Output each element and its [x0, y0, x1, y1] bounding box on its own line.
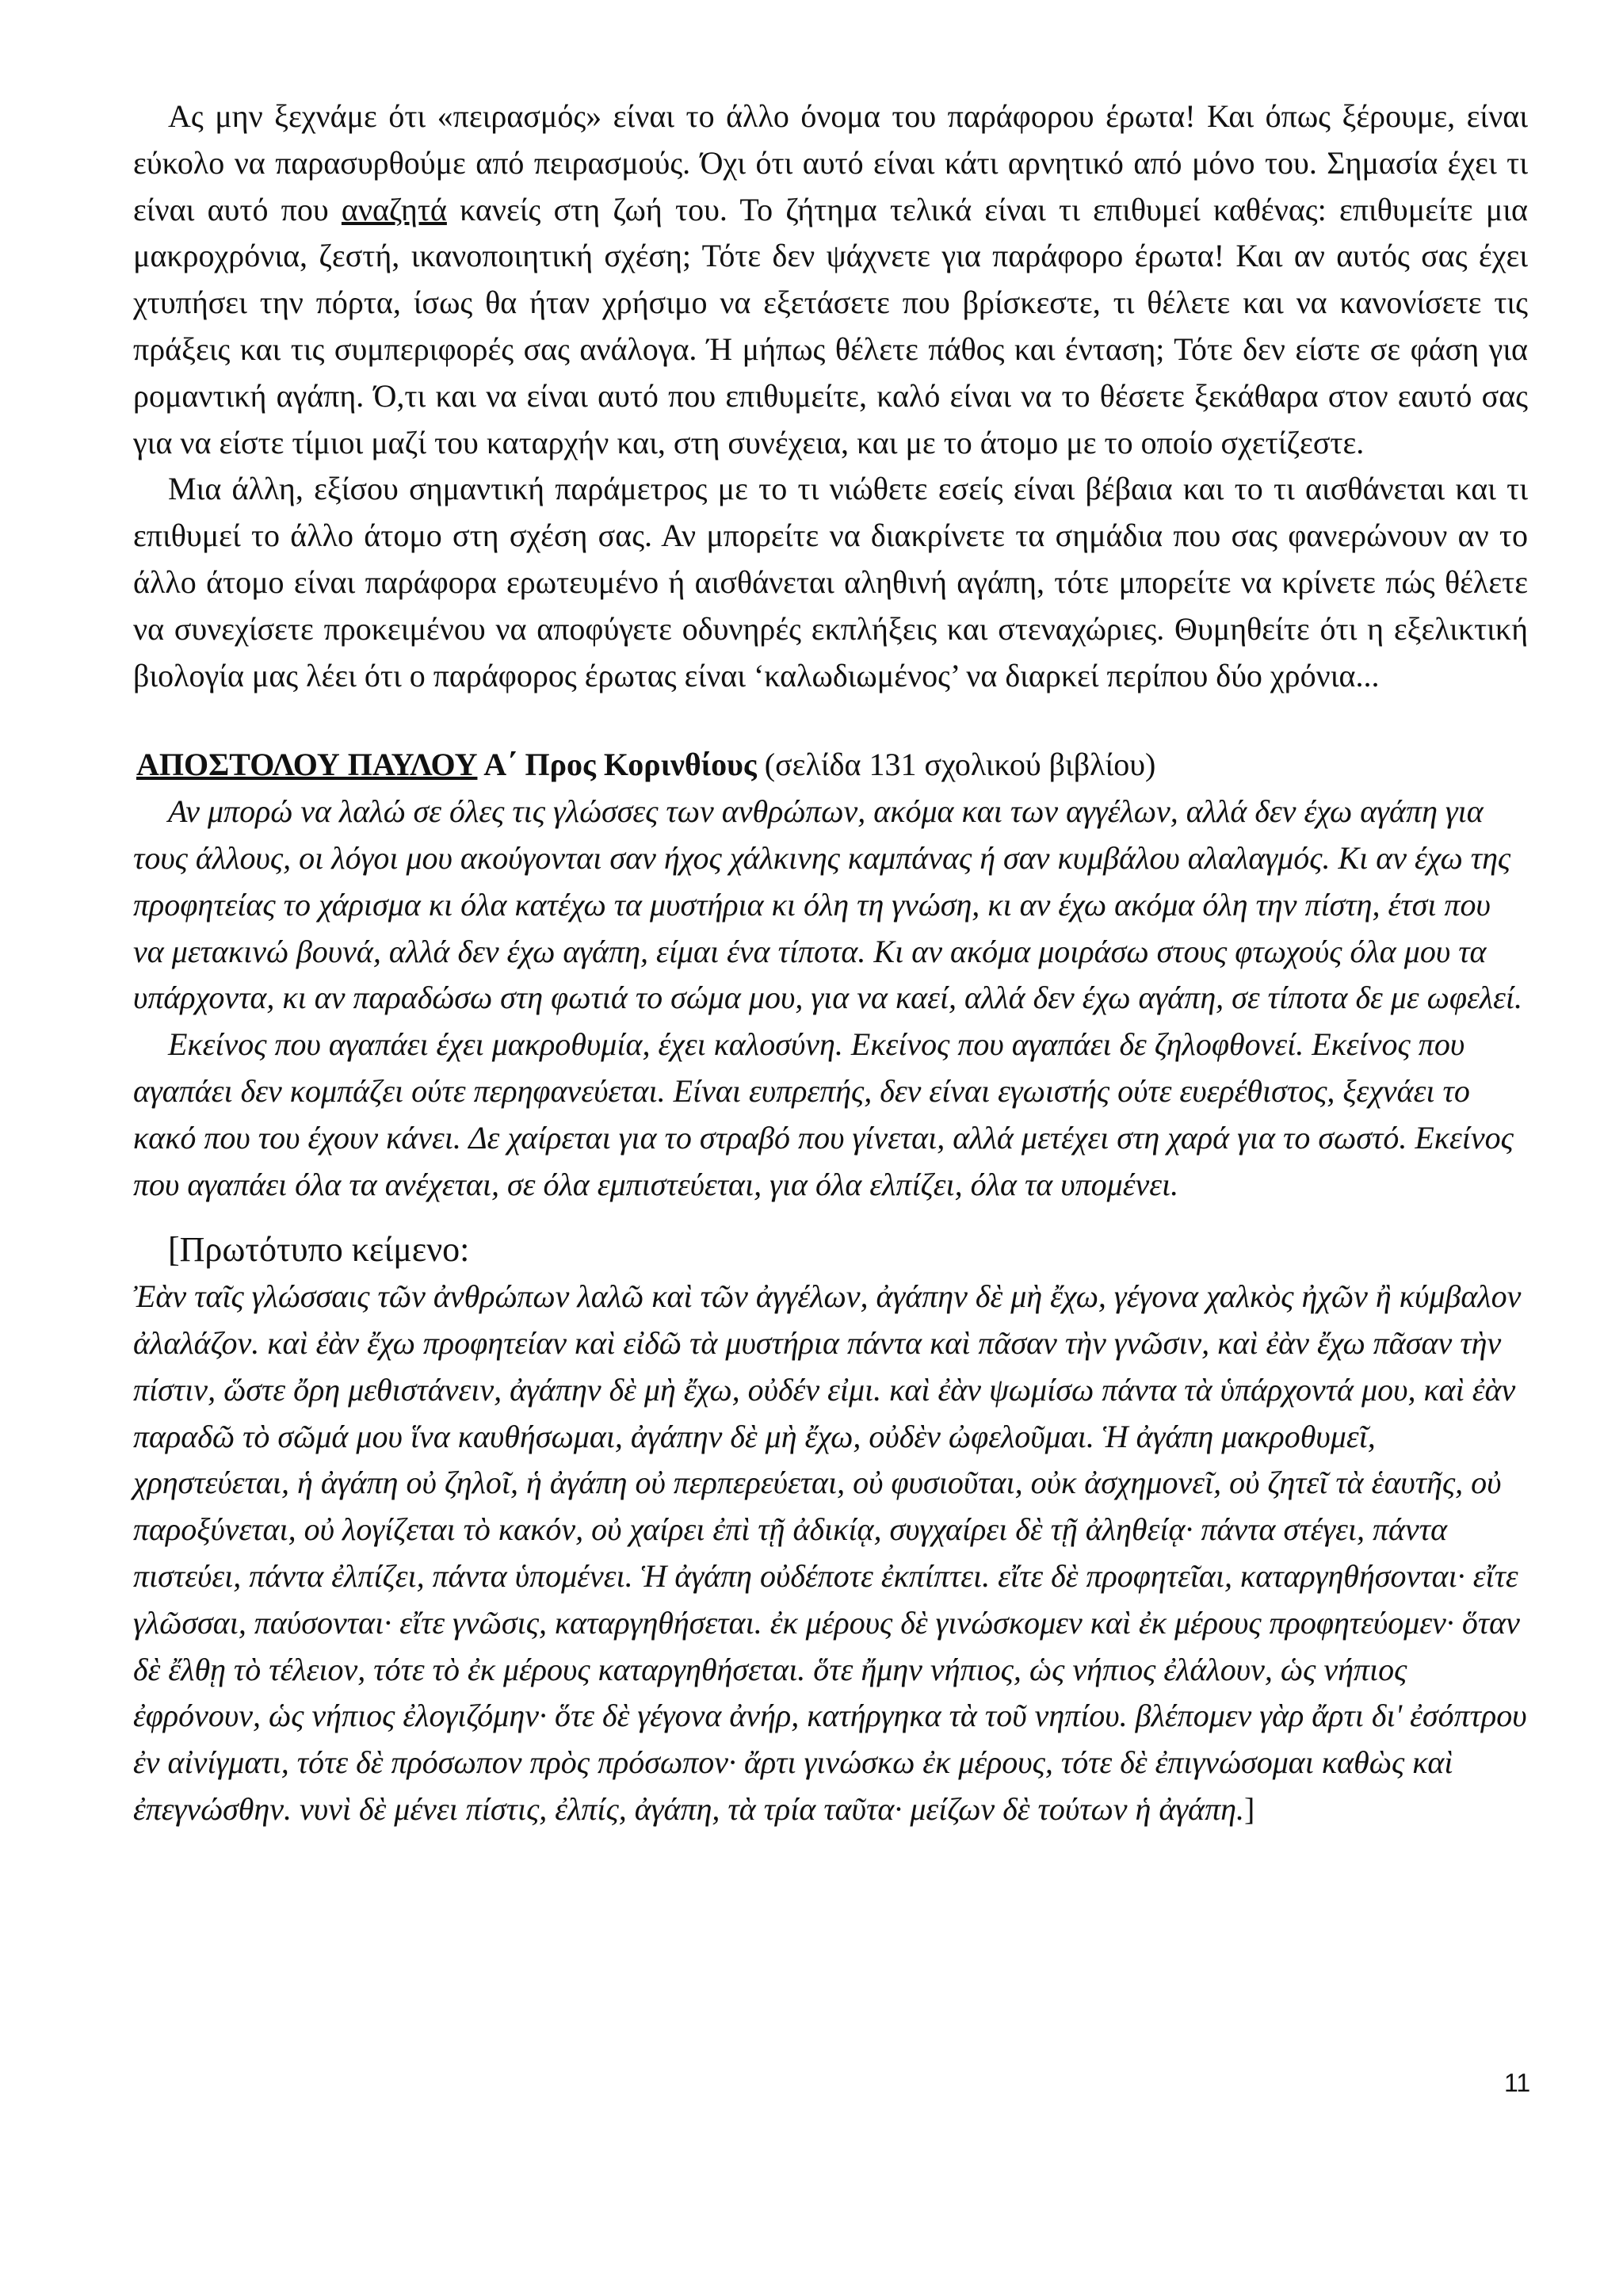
page-number: 11	[1504, 2069, 1531, 2097]
original-text-body	[133, 1274, 1528, 1833]
original-text-label: [Πρωτότυπο κείμενο:	[168, 1230, 470, 1270]
verse-paragraph-2: Εκείνος που αγαπάει έχει μακροθυμία, έχει καλοσύνη. Εκείνος που αγαπάει δε ζηλοφθονεί. Εκείνος που αγαπάει δεν κομπάζει ούτε περηφανεύεται. Είναι ευπρεπής, δεν είναι εγωιστής ούτε ευερέθιστος, ξεχνάει το κακό που του έχουν κάνει. Δε χαίρεται για το στραβό που γίνεται, αλλά μετέχει στη χαρά για το σωστό. Εκείνος που αγαπάει όλα τα ανέχεται, σε όλα εμπιστεύεται, για όλα ελπίζει, όλα τα υπομένει.	[133, 1026, 1514, 1202]
original-text-content: Ἐὰν ταῖς γλώσσαις τῶν ἀνθρώπων λαλῶ καὶ τῶν ἀγγέλων, ἀγάπην δὲ μὴ ἔχω, γέγονα χαλκὸς ἠχῶν ἢ κύμβαλον ἀλαλάζον. καὶ ἐὰν ἔχω προφητείαν καὶ εἰδῶ τὰ μυστήρια πάντα καὶ πᾶσαν τὴν γνῶσιν, καὶ ἐὰν ἔχω πᾶσαν τὴν πίστιν, ὥστε ὄρη μεθιστάνειν, ἀγάπην δὲ μὴ ἔχω, οὐδέν εἰμι. καὶ ἐὰν ψωμίσω πάντα τὰ ὑπάρχοντά μου, καὶ ἐὰν παραδῶ τὸ σῶμά μου ἵνα καυθήσωμαι, ἀγάπην δὲ μὴ ἔχω, οὐδὲν ὠφελοῦμαι. Ἡ ἀγάπη μακροθυμεῖ, χρηστεύεται, ἡ ἀγάπη οὐ ζηλοῖ, ἡ ἀγάπη οὐ περπερεύεται, οὐ φυσιοῦται, οὐκ ἀσχημονεῖ, οὐ ζητεῖ τὰ ἑαυτῆς, οὐ παροξύνεται, οὐ λογίζεται τὸ κακόν, οὐ χαίρει ἐπὶ τῇ ἀδικίᾳ, συγχαίρει δὲ τῇ ἀληθείᾳ· πάντα στέγει, πάντα πιστεύει, πάντα ἐλπίζει, πάντα ὑπομένει. Ἡ ἀγάπη οὐδέποτε ἐκπίπτει. εἴτε δὲ προφητεῖαι, καταργηθήσονται· εἴτε γλῶσσαι, παύσονται· εἴτε γνῶσις, καταργηθήσεται. ἐκ μέρους δὲ γινώσκομεν καὶ ἐκ μέρους προφητεύομεν· ὅταν δὲ ἔλθῃ τὸ τέλειον, τότε τὸ ἐκ μέρους καταργηθήσεται. ὅτε ἤμην νήπιος, ὡς νήπιος ἐλάλουν, ὡς νήπιος ἐφρόνουν, ὡς νήπιος ἐλογιζόμην· ὅτε δὲ γέγονα ἀνήρ, κατήργηκα τὰ τοῦ νηπίου. βλέπομεν γὰρ ἄρτι δι' ἐσόπτρου ἐν αἰνίγματι, τότε δὲ πρόσωπον πρὸς πρόσωπον· ἄρτι γινώσκω ἐκ μέρους, τότε δὲ ἐπιγνώσομαι καθὼς καὶ ἐπεγνώσθην. νυνὶ δὲ μένει πίστις, ἐλπίς, ἀγάπη, τὰ τρία ταῦτα· μείζων δὲ τούτων ἡ ἀγάπη.	[133, 1278, 1527, 1827]
heading-title: Α΄ Προς Κορινθίους	[477, 747, 757, 783]
verse-paragraph-1: Αν μπορώ να λαλώ σε όλες τις γλώσσες των ανθρώπων, ακόμα και των αγγέλων, αλλά δεν έχω αγάπη για τους άλλους, οι λόγοι μου ακούγονται σαν ήχος χάλκινης καμπάνας ή σαν κυμβάλου αλαλαγμός. Κι αν έχω της προφητείας το χάρισμα κι όλα κατέχω τα μυστήρια κι όλη τη γνώση, κι αν έχω ακόμα όλη την πίστη, έτσι που να μετακινώ βουνά, αλλά δεν έχω αγάπη, είμαι ένα τίποτα. Κι αν ακόμα μοιράσω στους φτωχούς όλα μου τα υπάρχοντα, κι αν παραδώσω στη φωτιά το σώμα μου, για να καεί, αλλά δεν έχω αγάπη, σε τίποτα δε με ωφελεί.	[133, 793, 1522, 1016]
intro-paragraph-1-text-a: Ας μην ξεχνάμε ότι «πειρασμός» είναι το άλλο όνομα του παράφορου έρωτα! Και όπως ξέρουμε, είναι εύκολο να παρασυρθούμε από πειρασμούς. Όχι ότι αυτό είναι κάτι αρνητικό από μόνο του. Σημασία έχει τι είναι αυτό που	[133, 98, 1528, 227]
intro-paragraph-1-text-b: κανείς στη ζωή του. Το ζήτημα τελικά είναι τι επιθυμεί καθένας: επιθυμείτε μια μακροχρόνια, ζεστή, ικανοποιητική σχέση; Τότε δεν ψάχνετε για παράφορο έρωτα! Και αν αυτός σας έχει χτυπήσει την πόρτα, ίσως θα ήταν χρήσιμο να εξετάσετε που βρίσκεστε, τι θέλετε και να κανονίσετε τις πράξεις και τις συμπεριφορές σας ανάλογα. Ή μήπως θέλετε πάθος και ένταση; Τότε δεν είστε σε φάση για ρομαντική αγάπη. Ό,τι και να είναι αυτό που επιθυμείτε, καλό είναι να το θέσετε ξεκάθαρα στον εαυτό σας για να είστε τίμιοι μαζί του καταρχήν και, στη συνέχεια, και με το άτομο με το οποίο σχετίζεστε.	[133, 191, 1528, 460]
heading-note: (σελίδα 131 σχολικού βιβλίου)	[756, 747, 1156, 783]
original-text-closing-bracket: ]	[1244, 1790, 1255, 1827]
underlined-word: αναζητά	[341, 191, 447, 227]
heading-author: ΑΠΟΣΤΟΛΟΥ ΠΑΥΛΟΥ	[136, 747, 478, 783]
intro-paragraph-1	[133, 94, 1528, 466]
intro-paragraph-2: Μια άλλη, εξίσου σημαντική παράμετρος με το τι νιώθετε εσείς είναι βέβαια και το τι αισθάνεται και τι επιθυμεί το άλλο άτομο στη σχέση σας. Αν μπορείτε να διακρίνετε τα σημάδια που σας φανερώνουν αν το άλλο άτομο είναι παράφορα ερωτευμένο ή αισθάνεται αληθινή αγάπη, τότε μπορείτε να κρίνετε πώς θέλετε να συνεχίσετε προκειμένου να αποφύγετε οδυνηρές εκπλήξεις και στεναχώριες. Θυμηθείτε ότι η εξελικτική βιολογία μας λέει ότι ο παράφορος έρωτας είναι ‘καλωδιωμένος’ να διαρκεί περίπου δύο χρόνια...	[133, 471, 1528, 693]
section-heading	[133, 742, 1528, 789]
document-page	[133, 94, 1528, 1833]
